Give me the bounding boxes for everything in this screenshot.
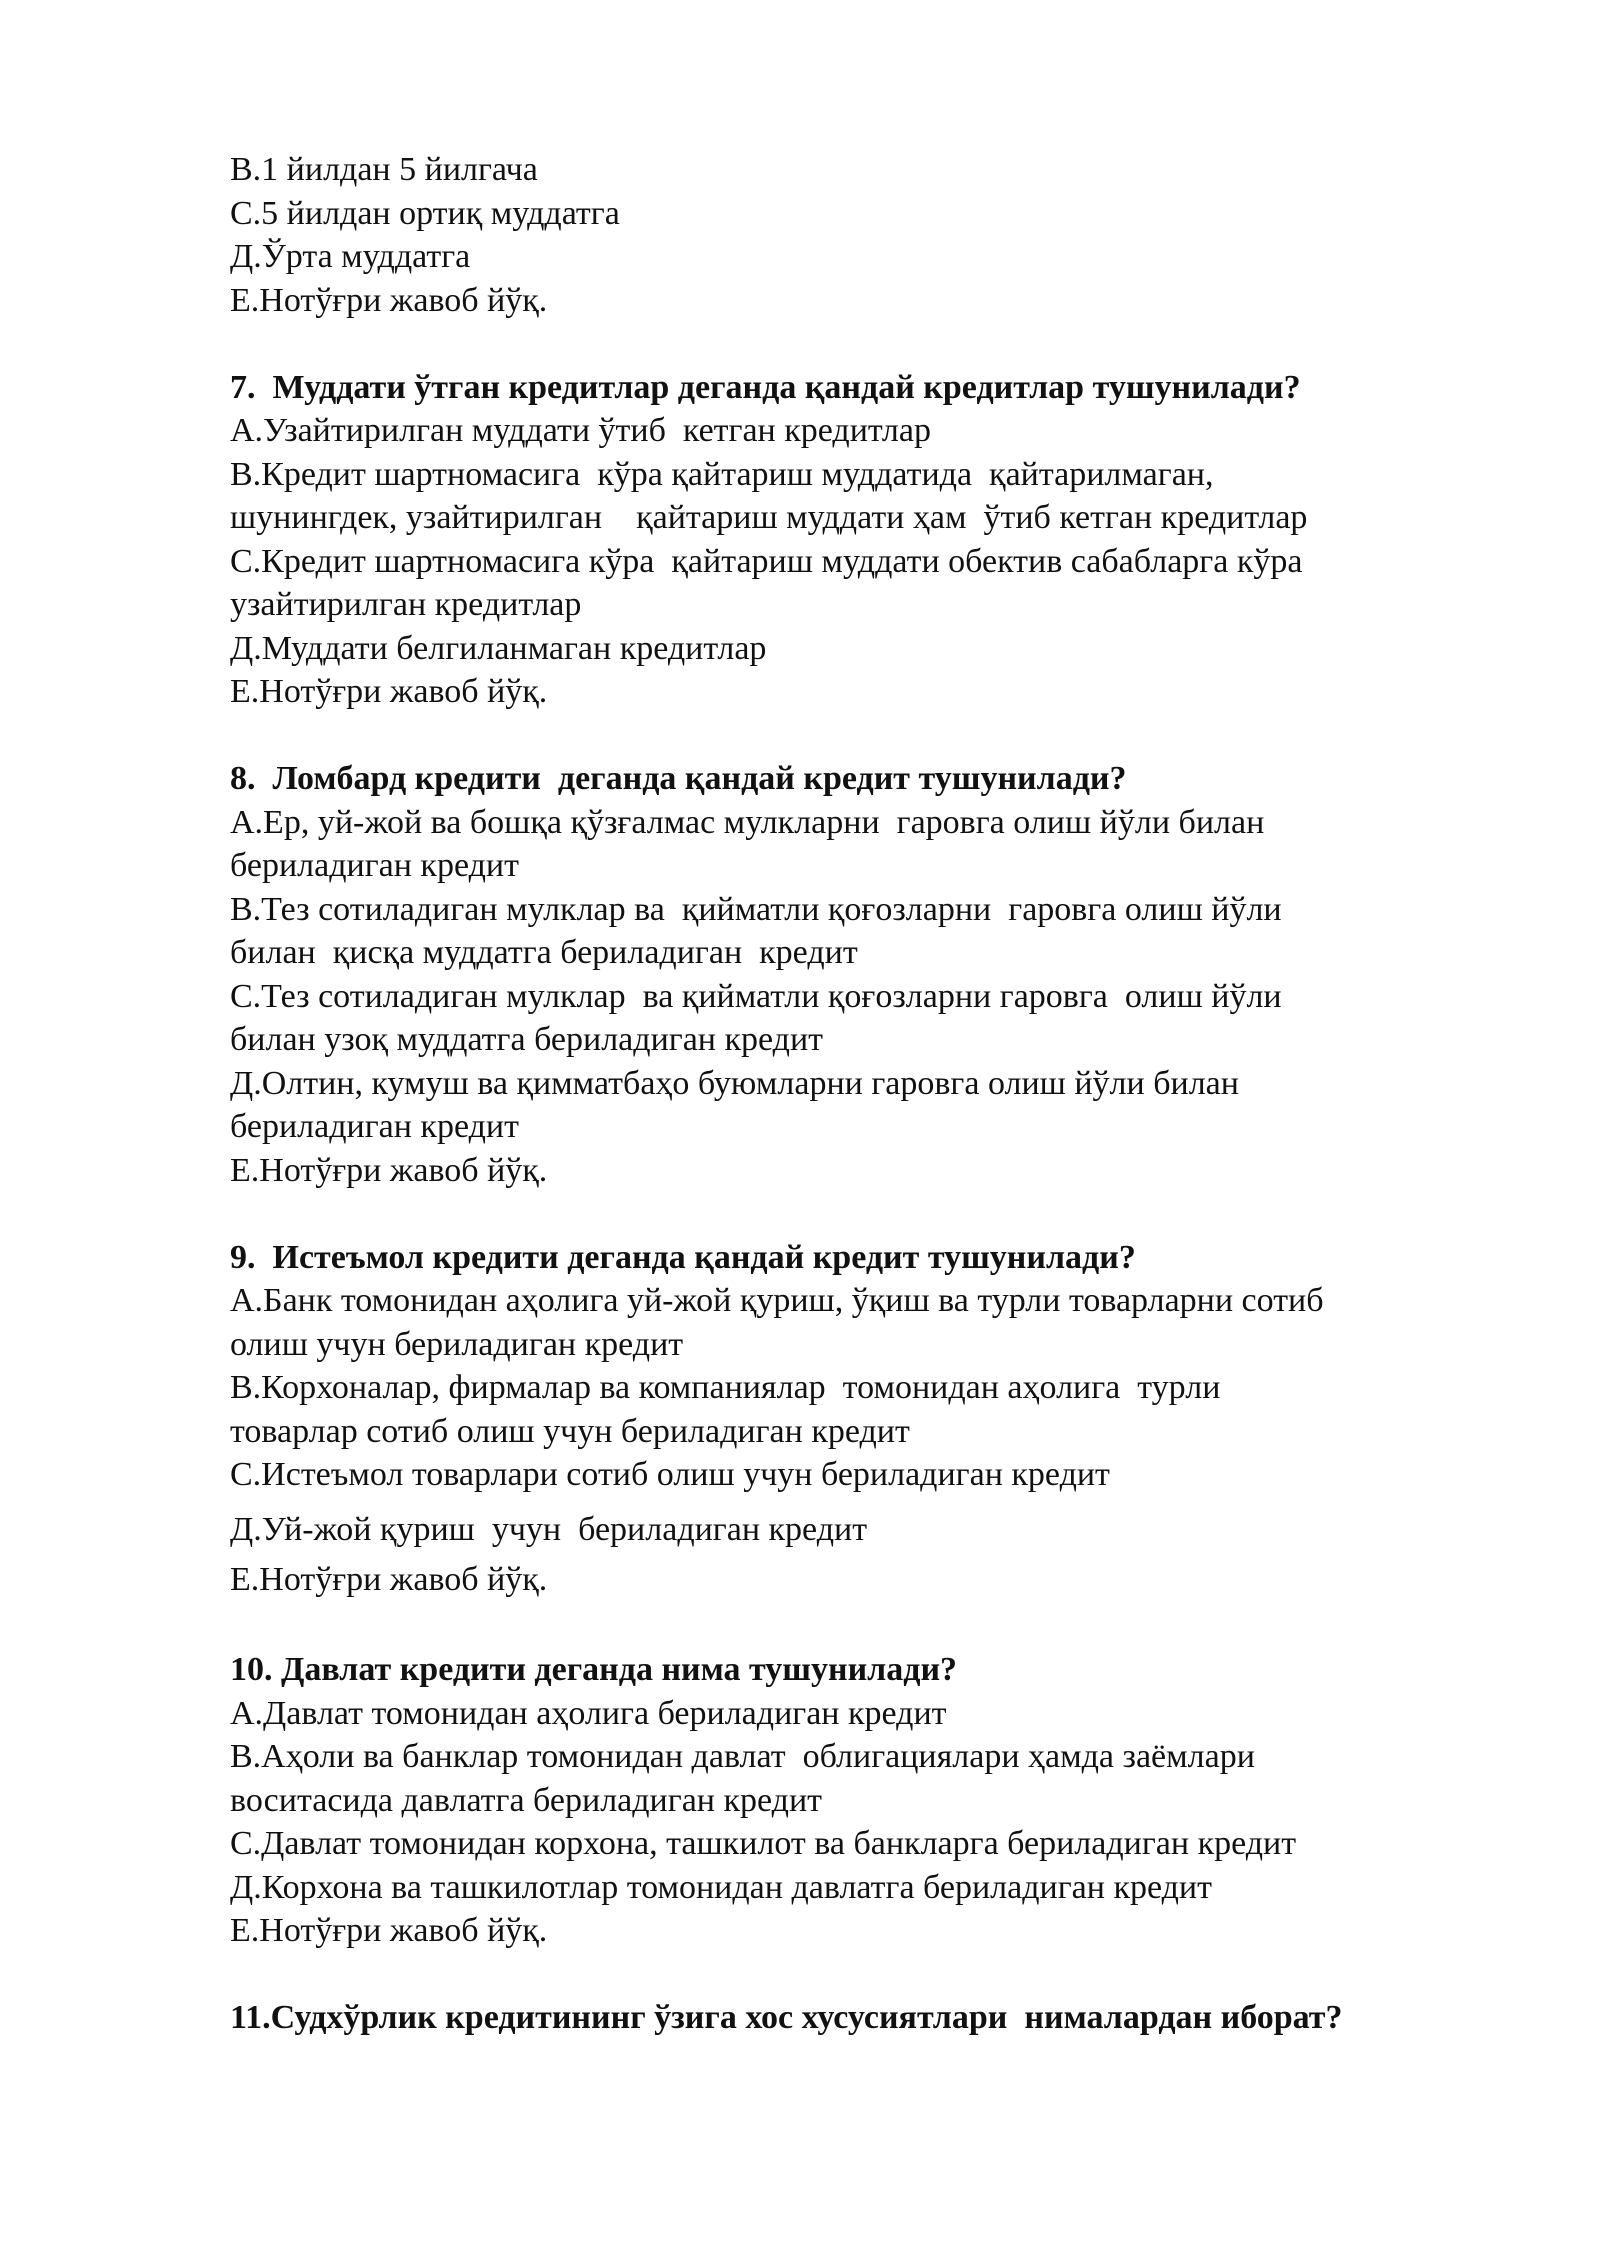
option-line: А.Банк томонидан аҳолига уй-жой қуриш, ўқиш ва турли товарларни сотиб <box>230 1282 1324 1319</box>
option-line: С.Истеъмол товарлари сотиб олиш учун бериладиган кредит <box>230 1456 1110 1493</box>
option-line: Д.Уй-жой қуриш учун бериладиган кредит <box>230 1510 868 1548</box>
option-line: В.Кредит шартномасига кўра қайтариш муддатида қайтарилмаган, <box>230 455 1214 493</box>
option-line: В.1 йилдан 5 йилгача <box>230 151 538 188</box>
option-line: Е.Нотўғри жавоб йўқ. <box>230 1151 548 1189</box>
option-line: Е.Нотўғри жавоб йўқ. <box>230 281 548 319</box>
intro-options <box>230 148 1500 322</box>
document-page <box>230 148 1500 2040</box>
option-line: бериладиган кредит <box>230 1108 519 1145</box>
option-line: А.Давлат томонидан аҳолига бериладиган кредит <box>230 1694 947 1732</box>
option-line: воситасида давлатга бериладиган кредит <box>230 1781 822 1819</box>
option-line: В.Тез сотиладиган мулклар ва қийматли қоғозларни гаровга олиш йўли <box>230 890 1282 928</box>
option-line: С.Давлат томонидан корхона, ташкилот ва банкларга бериладиган кредит <box>230 1825 1297 1862</box>
option-line: Е.Нотўғри жавоб йўқ. <box>230 1912 548 1949</box>
question-7 <box>230 366 1500 714</box>
option-line: Д.Муддати белгиланмаган кредитлар <box>230 629 767 667</box>
option-line: бериладиган кредит <box>230 847 519 884</box>
question-title: 8. Ломбард кредити деганда қандай кредит тушунилади? <box>230 760 1127 797</box>
question-title: 7. Муддати ўтган кредитлар деганда қандай кредитлар тушунилади? <box>230 368 1301 406</box>
question-10 <box>230 1648 1500 1953</box>
option-line: Д.Ўрта муддатга <box>230 238 471 275</box>
option-line: билан қисқа муддатга бериладиган кредит <box>230 934 858 971</box>
option-line: А.Узайтирилган муддати ўтиб кетган кредитлар <box>230 412 931 449</box>
option-line: узайтирилган кредитлар <box>230 586 582 623</box>
option-line: В.Аҳоли ва банклар томонидан давлат облигациялари ҳамда заёмлари <box>230 1738 1255 1775</box>
option-line: Е.Нотўғри жавоб йўқ. <box>230 673 548 710</box>
option-line: Е.Нотўғри жавоб йўқ. <box>230 1560 548 1598</box>
option-line: С.Тез сотиладиган мулклар ва қийматли қоғозларни гаровга олиш йўли <box>230 977 1282 1015</box>
option-line: шунингдек, узайтирилган қайтариш муддати ҳам ўтиб кетган кредитлар <box>230 499 1308 536</box>
question-11 <box>230 1996 1500 2040</box>
option-line: Д.Корхона ва ташкилотлар томонидан давлатга бериладиган кредит <box>230 1868 1212 1906</box>
option-line: товарлар сотиб олиш учун бериладиган кредит <box>230 1412 910 1450</box>
option-line: А.Ер, уй-жой ва бошқа қўзғалмас мулкларни гаровга олиш йўли билан <box>230 803 1265 841</box>
question-9 <box>230 1236 1500 1605</box>
option-line: С.Кредит шартномасига кўра қайтариш муддати обектив сабабларга кўра <box>230 542 1303 580</box>
option-line: олиш учун бериладиган кредит <box>230 1325 684 1363</box>
option-line: билан узоқ муддатга бериладиган кредит <box>230 1021 824 1058</box>
question-title: 9. Истеъмол кредити деганда қандай кредит тушунилади? <box>230 1238 1136 1276</box>
question-title: 10. Давлат кредити деганда нима тушунилади? <box>230 1651 958 1688</box>
option-line: Д.Олтин, кумуш ва қимматбаҳо буюмларни гаровга олиш йўли билан <box>230 1064 1239 1102</box>
option-line: С.5 йилдан ортиқ муддатга <box>230 194 620 232</box>
question-8 <box>230 757 1500 1192</box>
option-line: В.Корхоналар, фирмалар ва компаниялар томонидан аҳолига турли <box>230 1369 1221 1406</box>
question-title: 11.Судхўрлик кредитининг ўзига хос хусусиятлари нималардан иборат? <box>230 1999 1343 2036</box>
